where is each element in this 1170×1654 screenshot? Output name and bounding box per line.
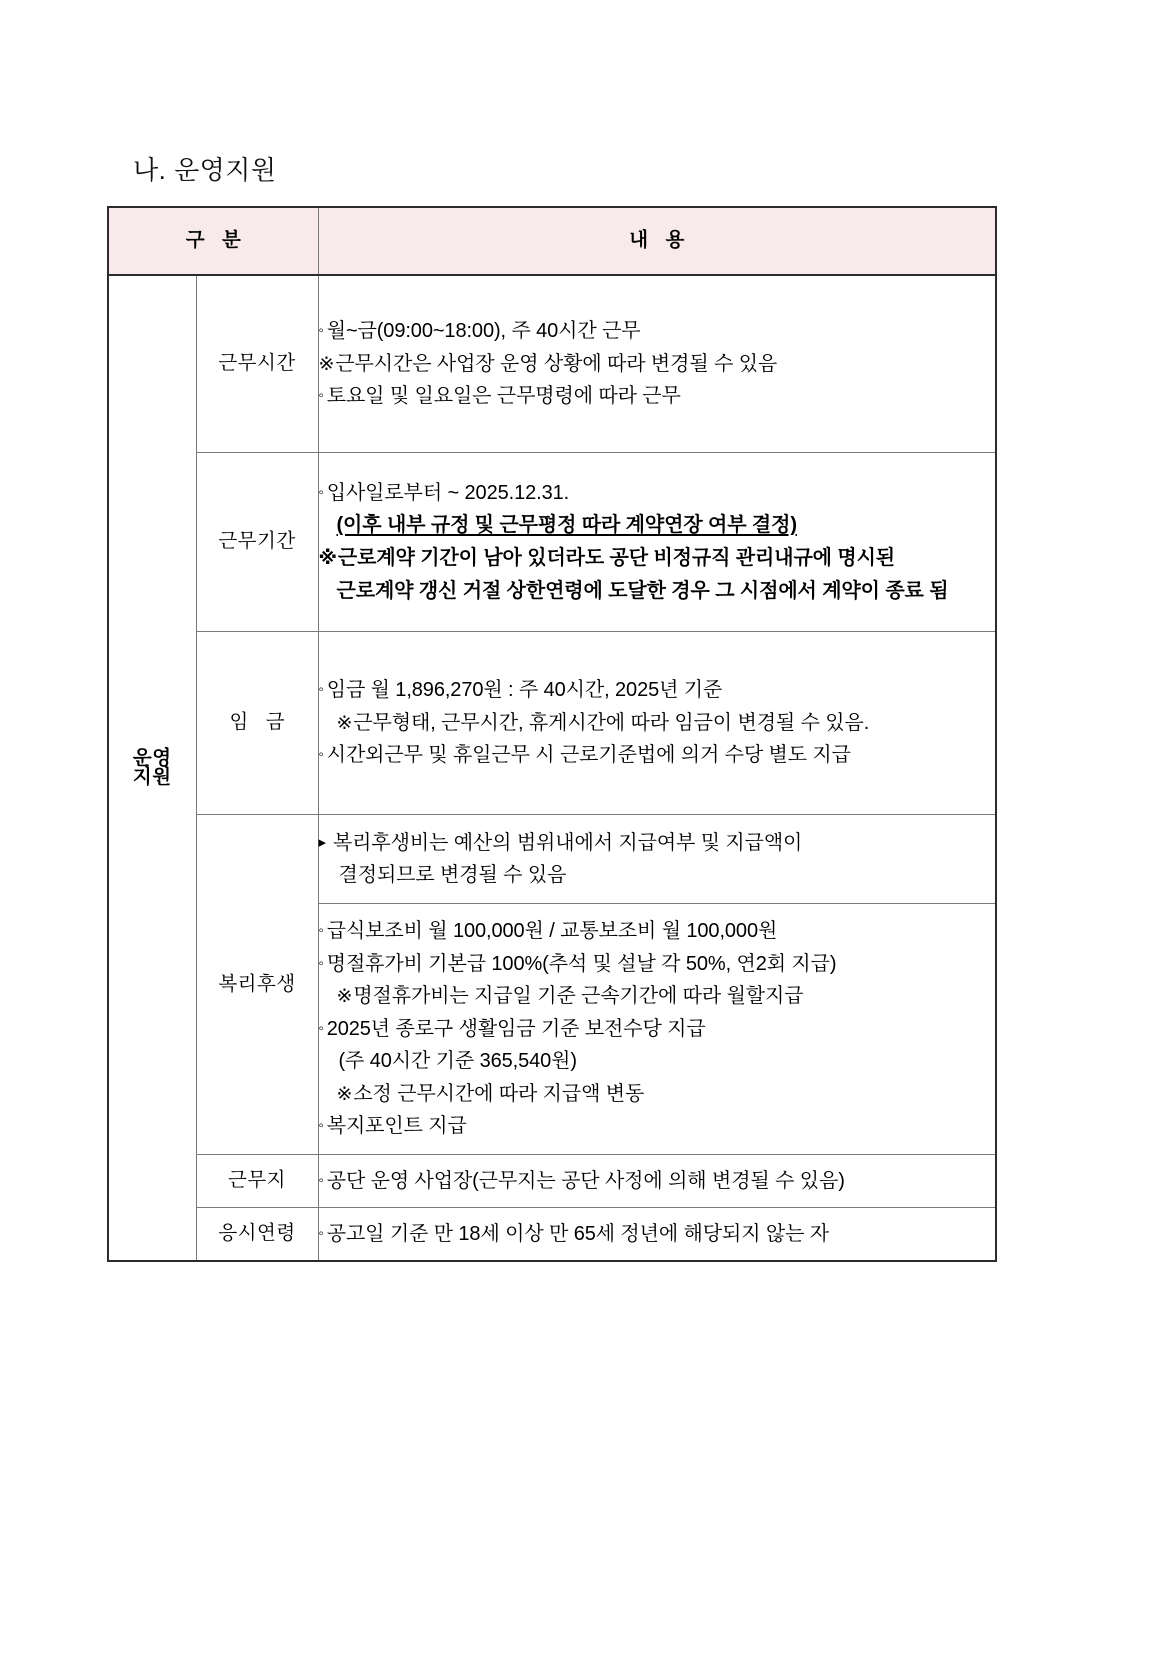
row-label-work-period: 근무기간: [196, 453, 318, 632]
row-label-age-limit: 응시연령: [196, 1208, 318, 1262]
table-row-work-hours: [108, 275, 996, 453]
welfare-line-6: ※ 소정 근무시간에 따라 지급액 변동: [319, 1078, 996, 1111]
table-header-row: [108, 207, 996, 275]
row-content-age-limit: [318, 1208, 996, 1262]
work-period-line-2: (이후 내부 규정 및 근무평정 따라 계약연장 여부 결정): [336, 514, 797, 537]
table-row-work-period: [108, 453, 996, 632]
row-content-work-hours: [318, 275, 996, 453]
welfare-line-3: ※ 명절휴가비는 지급일 기준 근속기간에 따라 월할지급: [319, 980, 996, 1013]
row-content-welfare-details: [318, 904, 996, 1155]
work-period-line-3: ※ 근로계약 기간이 남아 있더라도 공단 비정규직 관리내규에 명시된: [319, 542, 996, 575]
age-limit-line-1: ◦ 공고일 기준 만 18세 이상 만 65세 정년에 해당되지 않는 자: [319, 1218, 996, 1250]
work-place-line-1: ◦ 공단 운영 사업장(근무지는 공단 사정에 의해 변경될 수 있음): [319, 1165, 996, 1197]
welfare-line-7: ◦ 복지포인트 지급: [319, 1110, 996, 1142]
welfare-line-5: (주 40시간 기준 365,540원): [338, 1050, 577, 1073]
table-row-work-place: [108, 1155, 996, 1208]
work-period-line-4: 근로계약 갱신 거절 상한연령에 도달한 경우 그 시점에서 계약이 종료 됨: [336, 579, 949, 602]
table-row-wage: [108, 632, 996, 815]
table-row-welfare-notice: [108, 815, 996, 904]
welfare-notice-line-1: ▸ 복리후생비는 예산의 범위내에서 지급여부 및 지급액이: [319, 827, 996, 859]
page-title: 나. 운영지원: [133, 155, 277, 185]
work-hours-line-1: ◦ 월~금(09:00~18:00), 주 40시간 근무: [319, 315, 996, 347]
work-period-line-1: ◦ 입사일로부터 ~ 2025.12.31.: [319, 477, 996, 509]
welfare-line-1: ◦ 급식보조비 월 100,000원 / 교통보조비 월 100,000원: [319, 915, 996, 947]
wage-line-2: ※ 근무형태, 근무시간, 휴게시간에 따라 임금이 변경될 수 있음.: [319, 707, 996, 740]
work-hours-line-3: ◦ 토요일 및 일요일은 근무명령에 따라 근무: [319, 380, 996, 412]
category-label-line2: 지원: [132, 766, 172, 788]
row-label-welfare: 복리후생: [196, 815, 318, 1155]
work-hours-line-2: ※ 근무시간은 사업장 운영 상황에 따라 변경될 수 있음: [319, 348, 996, 381]
welfare-notice-line-2: 결정되므로 변경될 수 있음: [338, 864, 567, 886]
row-label-work-place: 근무지: [196, 1155, 318, 1208]
category-label-line1: 운영: [132, 746, 172, 769]
category-cell-operation-support: [108, 275, 196, 1261]
row-label-wage: [196, 632, 318, 815]
row-label-wage-text: 임 금: [229, 711, 291, 734]
row-label-work-hours: 근무시간: [196, 275, 318, 453]
column-header-content-label: 내 용: [629, 229, 691, 252]
wage-line-3: ◦ 시간외근무 및 휴일근무 시 근로기준법에 의거 수당 별도 지급: [319, 739, 996, 771]
row-content-wage: [318, 632, 996, 815]
welfare-line-2: ◦ 명절휴가비 기본급 100%(추석 및 설날 각 50%, 연2회 지급): [319, 948, 996, 980]
row-content-work-place: [318, 1155, 996, 1208]
table-row-age-limit: [108, 1208, 996, 1262]
column-header-category-label: 구 분: [185, 229, 247, 252]
wage-line-1: ◦ 임금 월 1,896,270원 : 주 40시간, 2025년 기준: [319, 674, 996, 706]
row-content-work-period: [318, 453, 996, 632]
welfare-line-4: ◦ 2025년 종로구 생활임금 기준 보전수당 지급: [319, 1013, 996, 1045]
column-header-content: [318, 207, 996, 275]
column-header-category: [108, 207, 318, 275]
row-content-welfare-notice: [318, 815, 996, 904]
operation-support-table: [107, 206, 997, 1262]
